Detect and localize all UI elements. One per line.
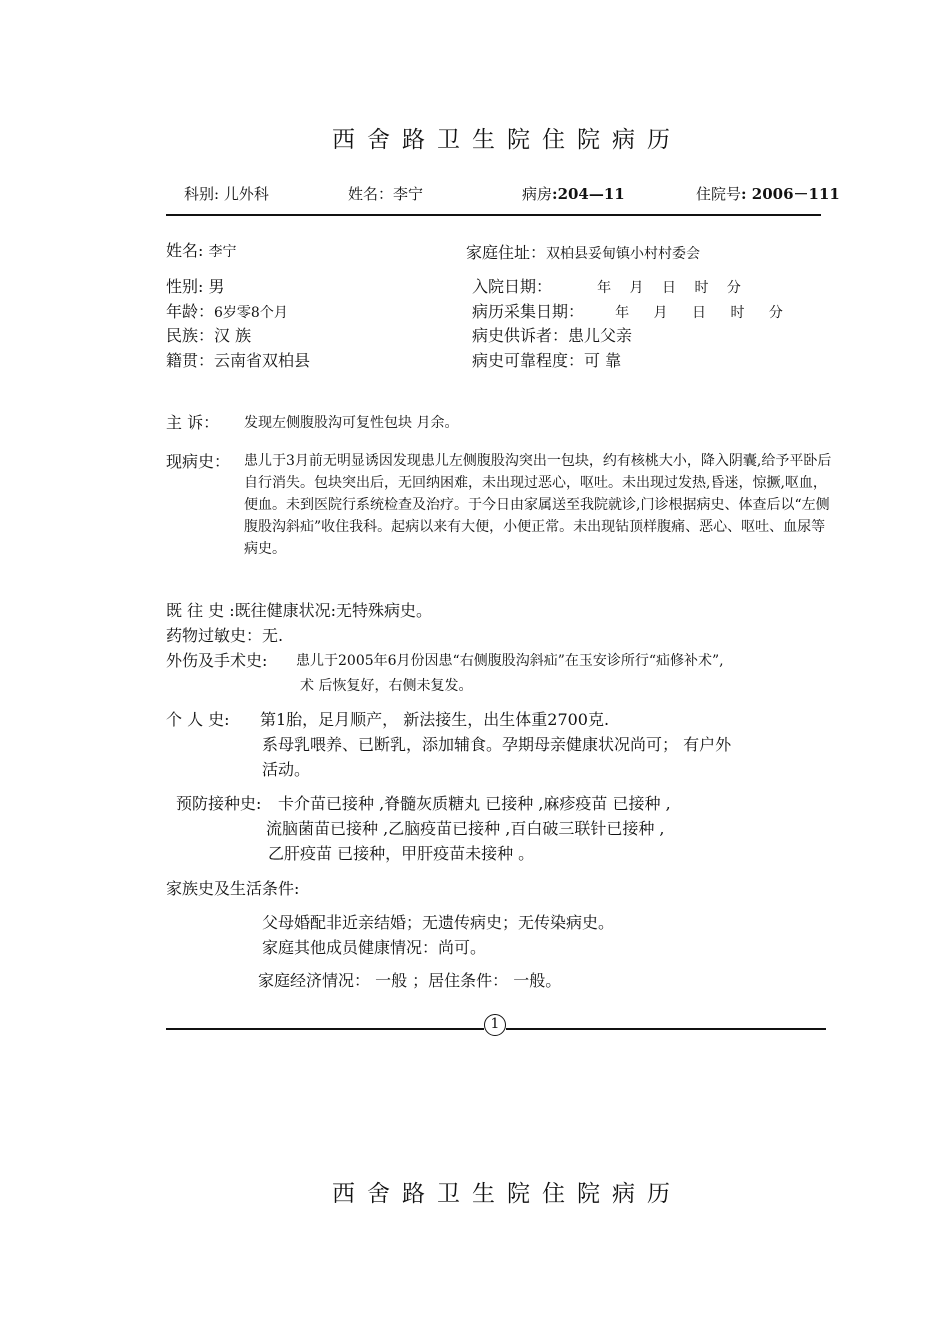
allergy-label: 药物过敏史：	[166, 626, 263, 645]
personal-line-3: 活动。	[262, 760, 311, 779]
colon: ：	[378, 185, 394, 203]
dept-label: 科别	[184, 185, 215, 203]
admission-no-label: 住院号	[696, 185, 742, 203]
room-value: 204—11	[557, 185, 625, 203]
name-value: 李宁	[208, 244, 237, 260]
reliability	[472, 348, 621, 371]
patient-age	[166, 299, 288, 322]
ethnicity-value: 汉 族	[214, 326, 252, 345]
family-line-3: 家庭经济情况： 一般 ；居住条件： 一般。	[258, 971, 562, 990]
name-label: 姓名:	[166, 241, 204, 260]
past-history-label: 既 往 史 :	[166, 601, 235, 620]
footer-rule-right	[506, 1028, 826, 1030]
next-page-title: 西舍路卫生院住院病历	[332, 1181, 682, 1207]
patient-origin	[166, 348, 310, 371]
surgery-line-2: 术 后恢复好，右侧未复发。	[300, 678, 473, 694]
colon: :	[552, 185, 558, 203]
colon: :	[214, 185, 224, 203]
surgery-label: 外伤及手术史:	[166, 651, 268, 670]
page-title: 西舍路卫生院住院病历	[332, 127, 682, 153]
record-date-label: 病历采集日期：	[472, 302, 585, 321]
reliability-label: 病史可靠程度：	[472, 351, 585, 370]
admission-no-value: 2006－111	[751, 185, 840, 203]
chief-complaint-text: 发现左侧腹股沟可复性包块 月余。	[244, 415, 459, 431]
personal-line-2: 系母乳喂养、已断乳，添加辅食。孕期母亲健康状况尚可； 有户外	[262, 735, 732, 754]
name-value: 李宁	[393, 185, 424, 203]
vaccination-line-2: 流脑菌苗已接种 ,乙脑疫苗已接种 ,百白破三联针已接种 ,	[266, 819, 665, 838]
dept-value: 儿外科	[223, 185, 269, 203]
reliability-value: 可 靠	[584, 351, 622, 370]
patient-address	[466, 240, 700, 263]
record-date-value: 年 月 日 时 分	[615, 305, 783, 321]
past-history	[166, 598, 432, 621]
family-line-1: 父母婚配非近亲结婚；无遗传病史；无传染病史。	[262, 913, 615, 932]
header-name	[348, 183, 423, 204]
surgery-line-1: 患儿于2005年6月份因患“右侧腹股沟斜疝”在玉安诊所行“疝修补术”,	[296, 653, 724, 669]
past-history-text: 既往健康状况:无特殊病史。	[234, 601, 433, 620]
origin-value: 云南省双柏县	[214, 351, 311, 370]
name-label: 姓名	[348, 185, 379, 203]
vaccination-label: 预防接种史:	[176, 794, 262, 813]
patient-ethnicity	[166, 323, 251, 346]
footer-rule-left	[166, 1028, 484, 1030]
page-number: 1	[484, 1014, 506, 1036]
address-label: 家庭住址：	[466, 243, 547, 262]
age-value: 6岁零8个月	[214, 305, 288, 321]
allergy	[166, 623, 283, 646]
personal-line-1: 第1胎，足月顺产， 新法接生，出生体重2700克.	[260, 710, 610, 729]
gender-value: 男	[208, 277, 225, 296]
gender-label: 性别:	[166, 277, 204, 296]
patient-name	[166, 238, 237, 261]
admit-date-value: 年 月 日 时 分	[597, 280, 741, 296]
allergy-text: 无.	[262, 626, 284, 645]
ethnicity-label: 民族：	[166, 326, 215, 345]
header-dept	[184, 183, 269, 204]
present-illness-text: 患儿于3月前无明显诱因发现患儿左侧腹股沟突出一包块，约有核桃大小，降入阴囊,给予平卧后自行消失。包块突出后，无回纳困难，未出现过恶心，呕吐。未出现过发热,昏迷，惊撅,呕血，便血。未到医院行系统检查及治疗。于今日由家属送至我院就诊,门诊根据病史、体查后以“左侧腹股沟斜疝”收住我科。起病以来有大便，小便正常。未出现钻顶样腹痛、恶心、呕吐、血尿等病史。	[244, 453, 832, 557]
header-divider	[166, 214, 821, 216]
vaccination-line-1: 卡介苗已接种 ,脊髓灰质糖丸 已接种 ,麻疹疫苗 已接种 ,	[278, 794, 671, 813]
family-line-2: 家庭其他成员健康情况：尚可。	[262, 938, 487, 957]
admit-date-label: 入院日期：	[472, 277, 553, 296]
header-admission-no	[696, 183, 840, 204]
informant	[472, 323, 632, 346]
present-illness-label: 现病史：	[166, 452, 231, 471]
colon: :	[741, 185, 752, 203]
family-label: 家族史及生活条件:	[166, 879, 300, 898]
room-label: 病房	[522, 185, 553, 203]
chief-complaint-label: 主 诉：	[166, 413, 220, 432]
age-label: 年龄：	[166, 302, 215, 321]
vaccination-line-3: 乙肝疫苗 已接种，甲肝疫苗未接种 。	[268, 844, 535, 863]
informant-value: 患儿父亲	[568, 326, 633, 345]
informant-label: 病史供诉者：	[472, 326, 569, 345]
patient-gender	[166, 274, 225, 297]
origin-label: 籍贯：	[166, 351, 215, 370]
personal-label: 个 人 史:	[166, 710, 230, 729]
address-value: 双柏县妥甸镇小村村委会	[546, 246, 701, 262]
header-room	[522, 183, 625, 204]
admit-date	[472, 274, 741, 297]
record-date	[472, 299, 783, 322]
